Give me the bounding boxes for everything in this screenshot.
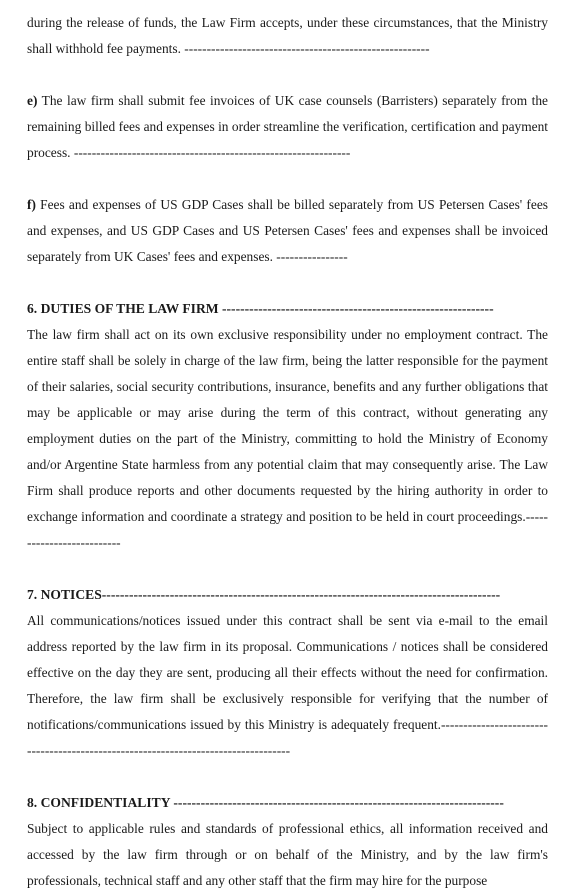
spacer xyxy=(27,62,548,88)
section-6-heading: 6. DUTIES OF THE LAW FIRM ------------------------------------------------------------ xyxy=(27,301,494,316)
spacer xyxy=(27,166,548,192)
spacer xyxy=(27,270,548,296)
paragraph-f-label: f) xyxy=(27,197,36,212)
paragraph-e-label: e) xyxy=(27,93,38,108)
section-7-body: All communications/notices issued under this contract shall be sent via e-mail to the email address reported by the law firm in its proposal. Communications / notices shall be considered effective on the day they are sent, producing all their effects without the need for confirmation. Therefore, the law firm shall be exclusively responsible for verifying that the number of notifications/communications issued by this Ministry is adequately frequent.----------------------------------------------------------------------------------- xyxy=(27,613,548,758)
section-6-body: The law firm shall act on its own exclusive responsibility under no employment contract. The entire staff shall be solely in charge of the law firm, being the latter responsible for the payment of their salaries, social security contributions, insurance, benefits and any further obligations that may be applicable or may arise during the term of this contract, without generating any employment duties on the part of the Ministry, committing to hold the Ministry of Economy and/or Argentine State harmless from any potential claim that may consequently arise. The Law Firm shall produce reports and other documents requested by the hiring authority in order to exchange information and coordinate a strategy and position to be held in court proceedings.-------------------------- xyxy=(27,327,548,550)
paragraph-e xyxy=(27,88,548,166)
section-7-heading: 7. NOTICES---------------------------------------------------------------------------------------- xyxy=(27,587,501,602)
section-8-body: Subject to applicable rules and standards of professional ethics, all information received and accessed by the law firm through or on behalf of the Ministry, and by the law firm's professionals, technical staff and any other staff that the firm may hire for the purpose xyxy=(27,821,548,888)
spacer xyxy=(27,764,548,790)
paragraph-f-text: Fees and expenses of US GDP Cases shall be billed separately from US Petersen Cases' fees and expenses, and US GDP Cases and US Petersen Cases' fees and expenses shall be invoiced separately from UK Cases' fees and expenses. ---------------- xyxy=(27,197,548,264)
paragraph-d-continuation: during the release of funds, the Law Firm accepts, under these circumstances, that the Ministry shall withhold fee payments. ------------------------------------------------------- xyxy=(27,15,548,56)
section-8-heading: 8. CONFIDENTIALITY ------------------------------------------------------------------------- xyxy=(27,795,504,810)
spacer xyxy=(27,556,548,582)
paragraph-e-text: The law firm shall submit fee invoices of UK case counsels (Barristers) separately from the remaining billed fees and expenses in order streamline the verification, certification and payment process. -------------------------------------------------------------- xyxy=(27,93,548,160)
paragraph-f xyxy=(27,192,548,270)
